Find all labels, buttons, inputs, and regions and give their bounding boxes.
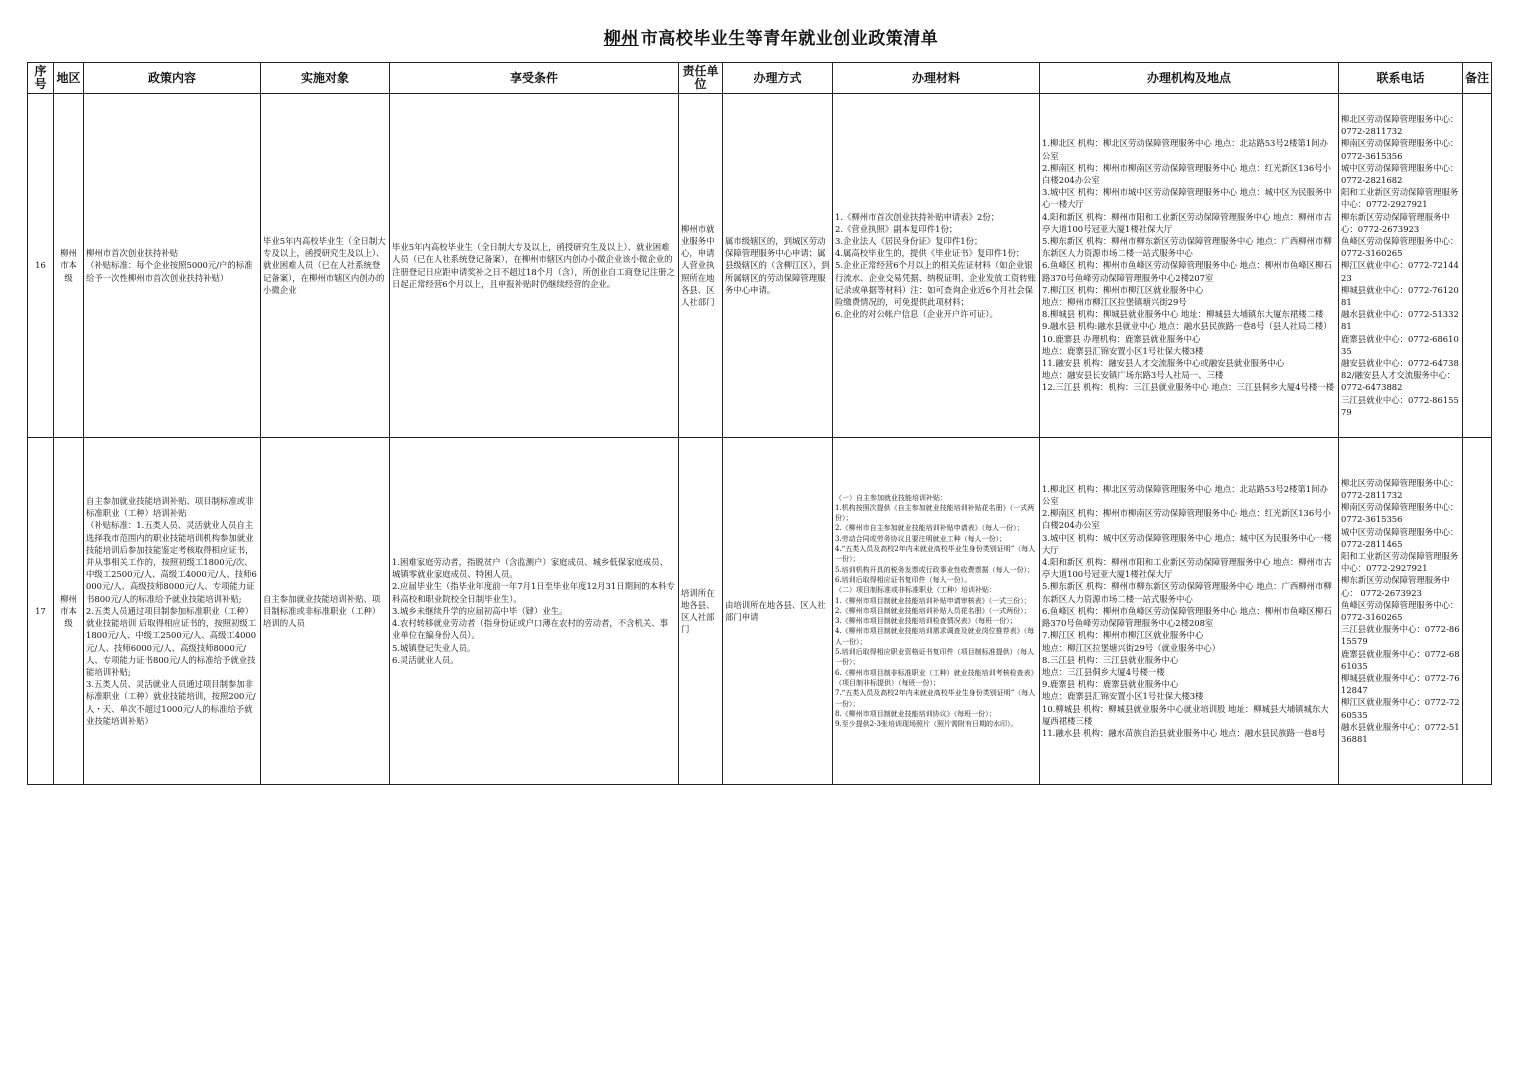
table-row xyxy=(28,438,1492,785)
cell-phones: 柳北区劳动保障管理服务中心：0772-2811732 柳南区劳动保障管理服务中心：0772-3615356 城中区劳动保障管理服务中心：0772-2821682 阳和工业新区劳动保障管理服务中心：0772-2927921 柳东新区劳动保障管理服务中心：0772-2673923 鱼峰区劳动保障管理服务中心：0772-3160265 柳江区就业中心：0772-7214423 柳城县就业中心：0772-7612081 融水县就业中心：0772-5133281 鹿寨县就业中心：0772-6861035 融安县就业中心：0772-6473882/融安县人才交流服务中心：0772-6473882 三江县就业中心：0772-8615579 xyxy=(1339,94,1463,438)
header-phones: 联系电话 xyxy=(1339,63,1463,94)
page-title xyxy=(0,24,1520,49)
title-rest: 市高校毕业生等青年就业创业政策清单 xyxy=(640,29,939,49)
title-city: 柳州 xyxy=(603,29,639,49)
policy-table xyxy=(27,62,1492,785)
cell-notes xyxy=(1463,438,1492,785)
header-seq: 序号 xyxy=(28,63,54,94)
cell-seq: 16 xyxy=(28,94,54,438)
cell-content: 柳州市首次创业扶持补贴 （补贴标准：每个企业按照5000元/户的标准给予一次性柳州市首次创业扶持补贴） xyxy=(84,94,261,438)
cell-method: 由培训所在地各县、区人社部门申请 xyxy=(723,438,833,785)
header-row xyxy=(28,63,1492,94)
header-method: 办理方式 xyxy=(723,63,833,94)
header-region: 地区 xyxy=(54,63,84,94)
cell-agencies: 1.柳北区 机构：柳北区劳动保障管理服务中心 地点：北站路53号2楼第1间办公室 2.柳南区 机构：柳州市柳南区劳动保障管理服务中心 地点：红光新区136号小白楼204办公室 3.城中区 机构：城中区劳动保障管理服务中心 地点：城中区为民服务中心一楼大厅 4.阳和新区 机构：柳州市阳和工业新区劳动保障管理服务中心 地点：柳州市古亭大道100号冠亚大厦1楼社保大厅 5.柳东新区 机构：柳州市柳东新区劳动保障管理服务中心 地点：广西柳州市柳东新区人力资源市场二楼一站式服务中心 6.鱼峰区 机构：柳州市鱼峰区劳动保障管理服务中心 地点：柳州市鱼峰区柳石路370号鱼峰劳动保障管理服务中心2楼208室 7.柳江区 机构：柳州市柳江区就业服务中心 地点：柳江区拉堡塘兴街29号（就业服务中心） 8.三江县 机构：三江县就业服务中心 地点：三江县侗乡大厦4号楼一楼 9.鹿寨县 机构：鹿寨县就业服务中心 地点：鹿寨县汇锦安置小区1号社保大楼3楼 10.柳城县 机构：柳城县就业服务中心就业培训股 地址：柳城县大埔镇城东大厦西裙楼三楼 11.融水县 机构：融水苗族自治县就业服务中心 地点：融水县民族路一巷8号 xyxy=(1040,438,1339,785)
header-content: 政策内容 xyxy=(84,63,261,94)
header-target: 实施对象 xyxy=(261,63,390,94)
header-materials: 办理材料 xyxy=(833,63,1040,94)
table-row xyxy=(28,94,1492,438)
cell-phones: 柳北区劳动保障管理服务中心：0772-2811732 柳南区劳动保障管理服务中心： 0772-3615356 城中区劳动保障管理服务中心：0772-2811465 阳和工业新区劳动保障管理服务中心：0772-2927921 柳东新区劳动保障管理服务中心： 0772-2673923 鱼峰区劳动保障管理服务中心：0772-3160265 三江县就业服务中心：0772-8615579 鹿寨县就业服务中心：0772-6861035 柳城县就业服务中心：0772-7612847 柳江区就业服务中心：0772-7260535 融水县就业服务中心：0772-5136881 xyxy=(1339,438,1463,785)
cell-target: 毕业5年内高校毕业生（全日制大专及以上，函授研究生及以上）、就业困难人员（已在人社系统登记备案），在柳州市辖区内创办的小微企业 xyxy=(261,94,390,438)
header-agencies: 办理机构及地点 xyxy=(1040,63,1339,94)
header-unit: 责任单位 xyxy=(679,63,723,94)
cell-target: 自主参加就业技能培训补贴、项目制标准或非标准职业（工种）培训的人员 xyxy=(261,438,390,785)
header-notes: 备注 xyxy=(1463,63,1492,94)
cell-region: 柳州市本级 xyxy=(54,438,84,785)
cell-unit: 培训所在地各县、区人社部门 xyxy=(679,438,723,785)
cell-notes xyxy=(1463,94,1492,438)
cell-materials: 1.《柳州市首次创业扶持补贴申请表》2份； 2.《营业执照》副本复印件1份； 3.企业法人《居民身份证》复印件1份； 4.属高校毕业生的，提供《毕业证书》复印件1份； 5.企业正常经营6个月以上的相关佐证材料（如企业银行流水、企业交易凭据、纳税证明、企业发放工资转账记录或单据等材料）注：如可查询企业近6个月社会保险缴费情况的，可免提供此项材料； 6.企业的对公帐户信息（企业开户许可证）。 xyxy=(833,94,1040,438)
cell-conditions: 毕业5年内高校毕业生（全日制大专及以上，函授研究生及以上）、就业困难人员（已在人社系统登记备案），在柳州市辖区内创办小微企业该小微企业的注册登记日应距申请奖补之日不超过18个月（含），所创业自工商登记注册之日起正常经营6个月以上，且申报补贴时仍继续经营的企业。 xyxy=(390,94,679,438)
cell-unit: 柳州市就业服务中心，申请人营业执照所在地各县、区人社部门 xyxy=(679,94,723,438)
cell-region: 柳州市本级 xyxy=(54,94,84,438)
cell-content: 自主参加就业技能培训补贴、项目制标准或非标准职业（工种）培训补贴 （补贴标准：1.五类人员、灵活就业人员自主选择我市范围内的职业技能培训机构参加就业技能培训后参加技能鉴定考核取得相应证书，并从事相关工作的，按照初级工1800元/次、中级工2500元/人、高级工4000元/人、技师6000元/人、高级技师8000元/人、专项能力证书800元/人的标准给予就业技能培训补贴; 2.五类人员通过项目制参加标准职业（工种）就业技能培训 后取得相应证书的，按照初级工1800元/人、中级工2500元/人、高级工4000元/人、技师6000元/人、高级技师8000元/人、专项能力证书800元/人的标准给予就业技能培训补贴; 3.五类人员、灵活就业人员通过项目制参加非标准职业（工种）就业技能培训，按照200元/人・天、单次不超过1000元/人的标准给予就业技能培训补贴） xyxy=(84,438,261,785)
cell-seq: 17 xyxy=(28,438,54,785)
cell-materials: （一）自主参加就业技能培训补贴： 1.机构按照次提供《自主参加就业技能培训补贴花名册》（一式两份）； 2.《柳州市自主参加就业技能培训补贴申请表》（每人一份）； 3.劳动合同或劳务协议且要注明就业工种（每人一份）； 4.“五类人员及高校2年内未就业高校毕业生身份类别证明”（每人一份）； 5.培训机构开具的税务发票或行政事业性收费票据（每人一份）； 6.培训后取得相应证书复印件（每人一份）。 （二）项目制标准或非标准职业（工种）培训补贴： 1.《柳州市项目制就业技能培训补贴申请审核表》（一式三份）； 2.《柳州市项目制就业技能培训补贴人员花名册》（一式两份）； 3.《柳州市项目制就业技能培训检查情况表》（每班一份）； 4.《柳州市项目制就业技能培训需求调查及就业岗位推荐表》（每人一份）； 5.培训后取得相应职业资格证书复印件（项目制标准提供）（每人一份）； 6.《柳州市项目制非标准职业（工种）就业技能培训考核检查表》（项目制非标提供）（每班一份）； 7.“五类人员及高校2年内未就业高校毕业生身份类别证明”（每人一份）； 8.《柳州市项目制就业技能培训协议》（每班一份）； 9.至少提供2-3张培训现场照片（照片需附有日期的水印）。 xyxy=(833,438,1040,785)
cell-method: 属市级辖区的，到城区劳动保障管理服务中心申请；属县级辖区的（含柳江区），到所属辖区的劳动保障管理服务中心申请。 xyxy=(723,94,833,438)
header-conditions: 享受条件 xyxy=(390,63,679,94)
cell-conditions: 1.困难家庭劳动者，指脱贫户（含监测户）家庭成员、城乡低保家庭成员、城镇零就业家庭成员、特困人员。 2.应届毕业生（指毕业年度前一年7月1日至毕业年度12月31日期间的本科专科高校和职业院校全日制毕业生）。 3.城乡未继续升学的应届初高中毕（肄）业生。 4.农村转移就业劳动者（指身份证或户口薄在农村的劳动者，不含机关、事业单位在编身份人员）。 5.城镇登记失业人员。 6.灵活就业人员。 xyxy=(390,438,679,785)
cell-agencies: 1.柳北区 机构：柳北区劳动保障管理服务中心 地点：北站路53号2楼第1间办公室 2.柳南区 机构：柳州市柳南区劳动保障管理服务中心 地点：红光新区136号小白楼204办公室 3.城中区 机构：柳州市城中区劳动保障管理服务中心 地点：城中区为民服务中心一楼大厅 4.阳和新区 机构：柳州市阳和工业新区劳动保障管理服务中心 地点：柳州市古亭大道100号冠亚大厦1楼社保大厅 5.柳东新区 机构：柳州市柳东新区劳动保障管理服务中心 地点：广西柳州市柳东新区人力资源市场二楼一站式服务中心 6.鱼峰区 机构：柳州市鱼峰区劳动保障管理服务中心 地点：柳州市鱼峰区柳石路370号鱼峰劳动保障管理服务中心2楼207室 7.柳江区 机构：柳州市柳江区就业服务中心 地点：柳州市柳江区拉堡镇塘兴街29号 8.柳城县 机构：柳城县就业服务中心 地址：柳城县大埔镇东大厦东裙楼二楼 9.融水县 机构:融水县就业中心 地点：融水县民族路一巷8号（县人社局二楼） 10.鹿寨县 办理机构：鹿寨县就业服务中心 地点：鹿寨县汇锦安置小区1号社保大楼3楼 11.融安县 机构：融安县人才交流服务中心或融安县就业服务中心 地点：融安县长安镇广场东路3号人社局一、三楼 12.三江县 机构：机构：三江县就业服务中心 地点：三江县侗乡大厦4号楼一楼 xyxy=(1040,94,1339,438)
